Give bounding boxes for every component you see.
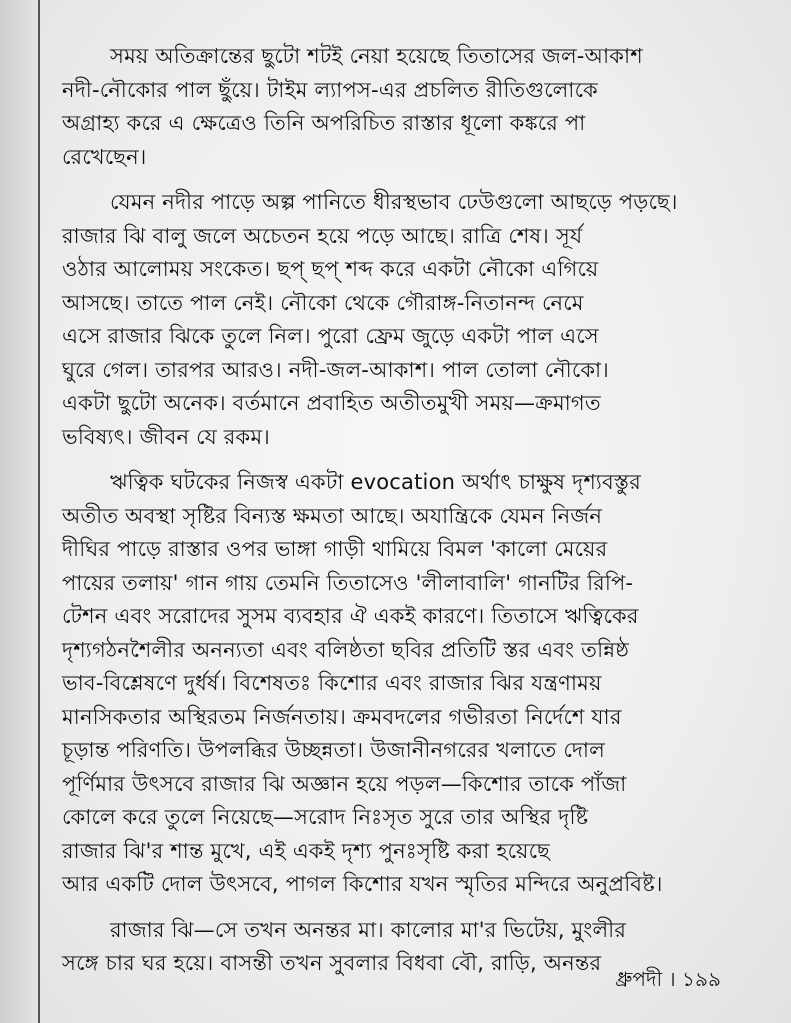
text-line: যেমন নদীর পাড়ে অল্প পানিতে ধীরস্থভাব ঢেউগুলো আছড়ে পড়ছে।: [110, 190, 678, 214]
page-footer: ধ্রুপদী । ১৯৯: [615, 967, 721, 991]
page-gutter-line: [38, 0, 40, 1023]
text-line: রেখেছেন।: [62, 144, 147, 169]
text-line: মানসিকতার অস্থিরতম নির্জনতায়। ক্রমবদলের গভীরতা নির্দেশে যার: [62, 704, 622, 729]
paragraph-2: [62, 186, 742, 454]
text-line: অতীত অবস্থা সৃষ্টির বিন্যস্ত ক্ষমতা আছে। অযান্ত্রিকে যেমন নির্জন: [62, 503, 603, 528]
text-line: সময় অতিক্রান্তের ছুটো শটই নেয়া হয়েছে তিতাসের জল-আকাশ: [110, 44, 643, 68]
text-line: টেশন এবং সরোদের সুসম ব্যবহার ঐ একই কারণে। তিতাসে ঋত্বিকের: [62, 604, 639, 628]
text-line: ভাব-বিশ্লেষণে দুর্ধর্ষ। বিশেষতঃ কিশোর এবং রাজার ঝির যন্ত্রণাময়: [62, 671, 602, 695]
text-line: সঙ্গে চার ঘর হয়ে। বাসন্তী তখন সুবলার বিধবা বৌ, রাড়ি, অনন্তর: [62, 951, 602, 975]
text-line: অগ্রাহ্য করে এ ক্ষেত্রেও তিনি অপরিচিত রাস্তার ধূলো কঙ্করে পা: [62, 111, 586, 135]
text-line: কোলে করে তুলে নিয়েছে—সরোদ নিঃসৃত সুরে তার অস্থির দৃষ্টি: [62, 805, 589, 829]
paragraph-3: [62, 466, 742, 902]
text-line: রাজার ঝি—সে তখন অনন্তর মা। কালোর মা'র ভিটেয়, মুংলীর: [110, 917, 627, 942]
text-line: আসছে। তাতে পাল নেই। নৌকো থেকে গৌরাঙ্গ-নিতানন্দ নেমে: [62, 290, 584, 315]
text-line: পায়ের তলায়' গান গায় তেমনি তিতাসেও 'লীলাবালি' গানটির রিপি-: [62, 570, 634, 595]
text-line: ঋত্বিক ঘটকের নিজস্ব একটা evocation অর্থাৎ চাক্ষুষ দৃশ্যবস্তুর: [110, 470, 641, 494]
text-line: নদী-নৌকোর পাল ছুঁয়ে। টাইম ল্যাপস-এর প্রচলিত রীতিগুলোকে: [62, 77, 598, 102]
text-line: আর একটি দোল উৎসবে, পাগল কিশোর যখন স্মৃতির মন্দিরে অনুপ্রবিষ্ট।: [62, 872, 663, 896]
text-line: ভবিষ্যৎ। জীবন যে রকম।: [62, 424, 271, 449]
paragraph-1: [62, 40, 742, 174]
page-gutter-shadow: [0, 0, 38, 1023]
text-line: পূর্ণিমার উৎসবে রাজার ঝি অজ্ঞান হয়ে পড়ল—কিশোর তাকে পাঁজা: [62, 771, 627, 796]
text-line: রাজার ঝি'র শান্ত মুখে, এই একই দৃশ্য পুনঃসৃষ্টি করা হয়েছে: [62, 838, 550, 863]
text-line: একটা ছুটো অনেক। বর্তমানে প্রবাহিত অতীতমুখী সময়—ক্রমাগত: [62, 391, 601, 415]
text-line: দৃশ্যগঠনশৈলীর অনন্যতা এবং বলিষ্ঠতা ছবির প্রতিটি স্তর এবং তন্নিষ্ঠ: [62, 637, 630, 662]
text-line: ওঠার আলোময় সংকেত। ছপ্ ছপ্ শব্দ করে একটা নৌকো এগিয়ে: [62, 257, 599, 281]
text-line: রাজার ঝি বালু জলে অচেতন হয়ে পড়ে আছে। রাত্রি শেষ। সূর্য: [62, 223, 583, 248]
text-line: চূড়ান্ত পরিণতি। উপলব্ধির উচ্ছন্নতা। উজানীনগরের খলাতে দোল: [62, 738, 606, 762]
text-line: ঘুরে গেল। তারপর আরও। নদী-জল-আকাশ। পাল তোলা নৌকো।: [62, 357, 610, 382]
text-line: দীঘির পাড়ে রাস্তার ওপর ভাঙ্গা গাড়ী থামিয়ে বিমল 'কালো মেয়ের: [62, 537, 608, 561]
body-text: [62, 40, 742, 993]
text-line: এসে রাজার ঝিকে তুলে নিল। পুরো ফ্রেম জুড়ে একটা পাল এসে: [62, 324, 599, 348]
